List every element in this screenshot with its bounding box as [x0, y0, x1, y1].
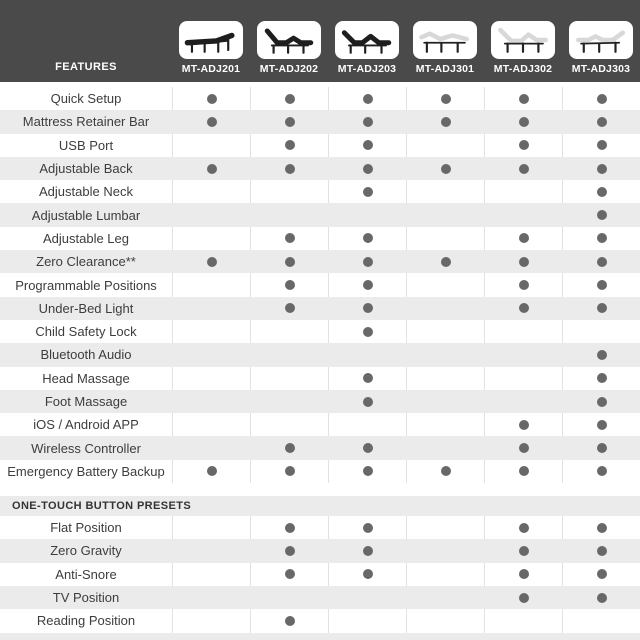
dot-cell: [562, 157, 640, 180]
feature-included-dot: [597, 569, 607, 579]
dot-cell: [406, 586, 484, 609]
flat-bed-dark-icon: [182, 23, 240, 57]
dot-cell: [250, 413, 328, 436]
section-header: [0, 496, 640, 516]
feature-name-label: Flat Position: [50, 520, 122, 536]
feature-included-dot: [519, 257, 529, 267]
model-column-header: [484, 0, 562, 82]
dot-cell: [562, 413, 640, 436]
dot-cell: [328, 180, 406, 203]
dot-cell: [328, 203, 406, 226]
product-image-tile: [335, 21, 399, 59]
dot-cell: [328, 87, 406, 110]
feature-included-dot: [519, 140, 529, 150]
flat-bed-light-icon: [416, 23, 474, 57]
dot-cell: [250, 563, 328, 586]
dot-cell: [406, 134, 484, 157]
dot-cell: [172, 250, 250, 273]
feature-included-dot: [363, 187, 373, 197]
bottom-row-strip: [0, 633, 640, 640]
dot-cell: [406, 436, 484, 459]
dot-cell: [406, 320, 484, 343]
model-column-header: [406, 0, 484, 82]
dot-cell: [250, 516, 328, 539]
dot-cell: [250, 436, 328, 459]
dot-cell: [562, 563, 640, 586]
feature-included-dot: [363, 164, 373, 174]
feature-included-dot: [285, 616, 295, 626]
feature-included-dot: [441, 94, 451, 104]
dot-cell: [406, 273, 484, 296]
feature-included-dot: [363, 117, 373, 127]
feature-included-dot: [363, 233, 373, 243]
dot-cell: [172, 157, 250, 180]
dot-cell: [328, 586, 406, 609]
dot-cell: [406, 157, 484, 180]
feature-name-label: Adjustable Neck: [39, 184, 133, 200]
feature-name-label: iOS / Android APP: [33, 417, 139, 433]
feature-included-dot: [597, 303, 607, 313]
dot-cell: [328, 367, 406, 390]
feature-included-dot: [597, 443, 607, 453]
feature-included-dot: [597, 546, 607, 556]
feature-included-dot: [597, 117, 607, 127]
dot-cell: [406, 563, 484, 586]
dot-cell: [172, 539, 250, 562]
adjustable-bed-dark-icon: [260, 23, 318, 57]
model-column-header: [328, 0, 406, 82]
dot-cell: [328, 273, 406, 296]
feature-included-dot: [441, 164, 451, 174]
dot-cell: [406, 516, 484, 539]
table-row: [0, 390, 640, 413]
dot-cell: [484, 87, 562, 110]
table-header: [0, 0, 640, 82]
feature-included-dot: [597, 164, 607, 174]
feature-name-label: Child Safety Lock: [35, 324, 137, 340]
feature-included-dot: [363, 373, 373, 383]
dot-cell: [484, 180, 562, 203]
adjustable-bed-light-icon: [494, 23, 552, 57]
dot-cell: [250, 87, 328, 110]
table-row: [0, 539, 640, 562]
feature-included-dot: [363, 280, 373, 290]
feature-included-dot: [597, 420, 607, 430]
table-row: [0, 134, 640, 157]
feature-included-dot: [363, 303, 373, 313]
feature-included-dot: [363, 140, 373, 150]
feature-included-dot: [519, 569, 529, 579]
section-title-label: ONE-TOUCH BUTTON PRESETS: [12, 500, 192, 513]
feature-included-dot: [285, 280, 295, 290]
feature-included-dot: [597, 140, 607, 150]
feature-included-dot: [519, 233, 529, 243]
feature-included-dot: [519, 94, 529, 104]
model-name-label: MT-ADJ203: [337, 63, 397, 75]
dot-cell: [406, 460, 484, 483]
dot-cell: [172, 110, 250, 133]
features-header-label: FEATURES: [55, 61, 117, 73]
dot-cell: [172, 436, 250, 459]
feature-included-dot: [207, 257, 217, 267]
feature-included-dot: [207, 94, 217, 104]
dot-cell: [250, 297, 328, 320]
table-body: [0, 82, 640, 633]
dot-cell: [328, 609, 406, 632]
dot-cell: [562, 320, 640, 343]
dot-cell: [328, 436, 406, 459]
dot-cell: [406, 609, 484, 632]
model-column-header: [172, 0, 250, 82]
dot-cell: [250, 203, 328, 226]
feature-included-dot: [285, 466, 295, 476]
feature-name-label: Wireless Controller: [31, 440, 141, 456]
feature-included-dot: [597, 210, 607, 220]
feature-included-dot: [285, 117, 295, 127]
feature-included-dot: [285, 164, 295, 174]
dot-cell: [250, 609, 328, 632]
dot-cell: [250, 390, 328, 413]
dot-cell: [328, 320, 406, 343]
dot-cell: [562, 134, 640, 157]
dot-cell: [250, 250, 328, 273]
dot-cell: [484, 436, 562, 459]
dot-cell: [406, 367, 484, 390]
table-row: [0, 203, 640, 226]
dot-cell: [250, 180, 328, 203]
product-image-tile: [179, 21, 243, 59]
feature-included-dot: [597, 350, 607, 360]
dot-cell: [250, 227, 328, 250]
feature-name-label: Bluetooth Audio: [40, 347, 132, 363]
dot-cell: [172, 516, 250, 539]
table-row: [0, 609, 640, 632]
feature-included-dot: [597, 94, 607, 104]
dot-cell: [172, 227, 250, 250]
dot-cell: [172, 87, 250, 110]
dot-cell: [562, 110, 640, 133]
dot-cell: [328, 227, 406, 250]
dot-cell: [562, 180, 640, 203]
dot-cell: [250, 460, 328, 483]
table-row: [0, 343, 640, 366]
dot-cell: [562, 250, 640, 273]
dot-cell: [406, 203, 484, 226]
table-row: [0, 297, 640, 320]
feature-included-dot: [597, 397, 607, 407]
dot-cell: [406, 297, 484, 320]
dot-cell: [328, 343, 406, 366]
dot-cell: [484, 367, 562, 390]
feature-included-dot: [597, 466, 607, 476]
dot-cell: [172, 180, 250, 203]
product-image-tile: [491, 21, 555, 59]
feature-included-dot: [285, 443, 295, 453]
table-row: [0, 586, 640, 609]
dot-cell: [484, 250, 562, 273]
dot-cell: [562, 609, 640, 632]
dot-cell: [562, 227, 640, 250]
dot-cell: [562, 390, 640, 413]
adjustable-bed-light-icon: [572, 23, 630, 57]
dot-cell: [328, 563, 406, 586]
feature-included-dot: [597, 257, 607, 267]
table-row: [0, 180, 640, 203]
dot-cell: [406, 413, 484, 436]
dot-cell: [484, 320, 562, 343]
dot-cell: [484, 110, 562, 133]
feature-name-label: Adjustable Leg: [42, 230, 129, 246]
feature-included-dot: [363, 397, 373, 407]
feature-included-dot: [285, 233, 295, 243]
feature-name-label: Anti-Snore: [55, 566, 117, 582]
model-column-header: [562, 0, 640, 82]
dot-cell: [172, 413, 250, 436]
table-row: [0, 273, 640, 296]
feature-included-dot: [519, 523, 529, 533]
feature-included-dot: [519, 280, 529, 290]
feature-included-dot: [519, 546, 529, 556]
feature-included-dot: [441, 117, 451, 127]
dot-cell: [328, 250, 406, 273]
dot-cell: [172, 134, 250, 157]
adjustable-bed-dark-icon: [338, 23, 396, 57]
feature-included-dot: [363, 443, 373, 453]
feature-name-label: Head Massage: [42, 370, 130, 386]
feature-name-label: TV Position: [52, 590, 120, 606]
feature-included-dot: [285, 546, 295, 556]
feature-included-dot: [285, 257, 295, 267]
feature-name-label: Emergency Battery Backup: [7, 463, 165, 479]
dot-cell: [484, 609, 562, 632]
table-row: [0, 516, 640, 539]
feature-included-dot: [207, 164, 217, 174]
dot-cell: [328, 516, 406, 539]
table-row: [0, 436, 640, 459]
dot-cell: [172, 609, 250, 632]
model-name-label: MT-ADJ303: [571, 63, 631, 75]
feature-included-dot: [519, 420, 529, 430]
dot-cell: [250, 539, 328, 562]
feature-name-label: Adjustable Back: [39, 161, 133, 177]
dot-cell: [484, 460, 562, 483]
dot-cell: [484, 539, 562, 562]
feature-name-label: Quick Setup: [50, 91, 122, 107]
feature-included-dot: [597, 233, 607, 243]
model-name-label: MT-ADJ301: [415, 63, 475, 75]
dot-cell: [562, 343, 640, 366]
feature-name-label: Reading Position: [36, 613, 136, 629]
dot-cell: [406, 390, 484, 413]
feature-name-label: Adjustable Lumbar: [31, 207, 141, 223]
feature-included-dot: [363, 257, 373, 267]
table-row: [0, 460, 640, 483]
dot-cell: [250, 134, 328, 157]
feature-included-dot: [519, 164, 529, 174]
feature-name-label: Mattress Retainer Bar: [22, 114, 150, 130]
dot-cell: [562, 273, 640, 296]
feature-included-dot: [597, 523, 607, 533]
dot-cell: [562, 460, 640, 483]
feature-included-dot: [597, 593, 607, 603]
dot-cell: [562, 586, 640, 609]
dot-cell: [250, 367, 328, 390]
dot-cell: [484, 343, 562, 366]
table-row: [0, 87, 640, 110]
dot-cell: [484, 134, 562, 157]
dot-cell: [406, 87, 484, 110]
feature-included-dot: [519, 593, 529, 603]
model-column-header: [250, 0, 328, 82]
dot-cell: [172, 586, 250, 609]
dot-cell: [172, 460, 250, 483]
feature-name-label: Zero Gravity: [50, 543, 122, 559]
dot-cell: [328, 157, 406, 180]
feature-included-dot: [519, 443, 529, 453]
product-image-tile: [569, 21, 633, 59]
feature-included-dot: [285, 569, 295, 579]
feature-included-dot: [285, 303, 295, 313]
feature-included-dot: [207, 117, 217, 127]
feature-included-dot: [363, 569, 373, 579]
dot-cell: [250, 343, 328, 366]
dot-cell: [172, 367, 250, 390]
dot-cell: [406, 539, 484, 562]
feature-included-dot: [363, 523, 373, 533]
dot-cell: [562, 203, 640, 226]
dot-cell: [172, 563, 250, 586]
dot-cell: [562, 87, 640, 110]
table-row: [0, 110, 640, 133]
feature-included-dot: [441, 257, 451, 267]
dot-cell: [406, 250, 484, 273]
dot-cell: [406, 180, 484, 203]
feature-included-dot: [363, 327, 373, 337]
dot-cell: [562, 436, 640, 459]
dot-cell: [484, 413, 562, 436]
feature-name-label: Zero Clearance**: [36, 254, 136, 270]
dot-cell: [250, 586, 328, 609]
table-row: [0, 367, 640, 390]
dot-cell: [484, 563, 562, 586]
table-row: [0, 320, 640, 343]
feature-included-dot: [519, 466, 529, 476]
dot-cell: [172, 320, 250, 343]
model-name-label: MT-ADJ202: [259, 63, 319, 75]
dot-cell: [484, 227, 562, 250]
dot-cell: [172, 343, 250, 366]
dot-cell: [250, 157, 328, 180]
dot-cell: [172, 203, 250, 226]
dot-cell: [562, 539, 640, 562]
dot-cell: [328, 134, 406, 157]
dot-cell: [562, 367, 640, 390]
feature-name-label: Programmable Positions: [15, 277, 157, 293]
dot-cell: [172, 390, 250, 413]
model-name-label: MT-ADJ201: [181, 63, 241, 75]
dot-cell: [562, 516, 640, 539]
feature-included-dot: [285, 140, 295, 150]
model-name-label: MT-ADJ302: [493, 63, 553, 75]
feature-included-dot: [441, 466, 451, 476]
dot-cell: [328, 413, 406, 436]
dot-cell: [250, 110, 328, 133]
feature-included-dot: [519, 303, 529, 313]
feature-included-dot: [363, 94, 373, 104]
table-row: [0, 250, 640, 273]
feature-included-dot: [285, 94, 295, 104]
dot-cell: [484, 297, 562, 320]
dot-cell: [406, 110, 484, 133]
feature-name-label: Under-Bed Light: [38, 300, 134, 316]
dot-cell: [328, 539, 406, 562]
dot-cell: [406, 227, 484, 250]
dot-cell: [250, 320, 328, 343]
table-row: [0, 227, 640, 250]
feature-included-dot: [363, 466, 373, 476]
dot-cell: [562, 297, 640, 320]
product-image-tile: [413, 21, 477, 59]
table-row: [0, 413, 640, 436]
dot-cell: [328, 297, 406, 320]
dot-cell: [484, 516, 562, 539]
dot-cell: [172, 297, 250, 320]
feature-included-dot: [285, 523, 295, 533]
feature-name-label: Foot Massage: [44, 394, 128, 409]
dot-cell: [484, 390, 562, 413]
feature-included-dot: [597, 187, 607, 197]
table-row: [0, 157, 640, 180]
feature-included-dot: [597, 373, 607, 383]
dot-cell: [484, 203, 562, 226]
product-image-tile: [257, 21, 321, 59]
dot-cell: [484, 273, 562, 296]
dot-cell: [484, 157, 562, 180]
dot-cell: [328, 460, 406, 483]
dot-cell: [172, 273, 250, 296]
feature-included-dot: [519, 117, 529, 127]
dot-cell: [328, 390, 406, 413]
feature-name-label: USB Port: [58, 137, 114, 153]
dot-cell: [406, 343, 484, 366]
table-row: [0, 563, 640, 586]
feature-included-dot: [597, 280, 607, 290]
dot-cell: [484, 586, 562, 609]
dot-cell: [250, 273, 328, 296]
dot-cell: [328, 110, 406, 133]
feature-included-dot: [363, 546, 373, 556]
feature-included-dot: [207, 466, 217, 476]
